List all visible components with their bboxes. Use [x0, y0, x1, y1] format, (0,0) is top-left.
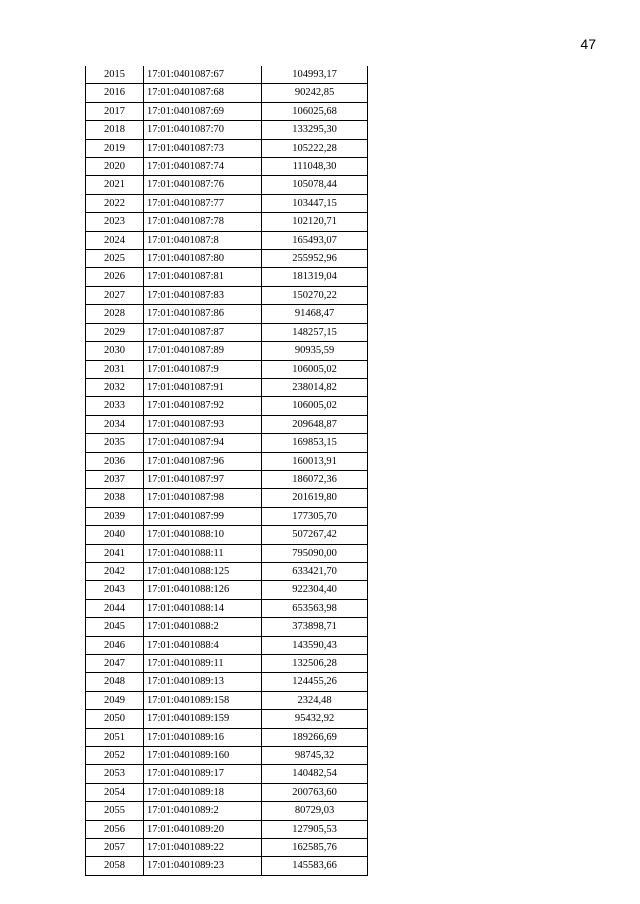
cadastral-number-cell: 17:01:0401087:98 — [144, 489, 262, 507]
cadastral-value-table — [85, 66, 368, 876]
cadastral-value-cell: 98745,32 — [262, 747, 368, 765]
cadastral-value-cell: 795090,00 — [262, 544, 368, 562]
cadastral-number-cell: 17:01:0401088:2 — [144, 618, 262, 636]
cadastral-number-cell: 17:01:0401089:11 — [144, 655, 262, 673]
table-row — [86, 434, 368, 452]
cadastral-value-cell: 90242,85 — [262, 84, 368, 102]
row-number-cell: 2053 — [86, 765, 144, 783]
cadastral-number-cell: 17:01:0401087:76 — [144, 176, 262, 194]
cadastral-number-cell: 17:01:0401088:125 — [144, 562, 262, 580]
cadastral-number-cell: 17:01:0401088:4 — [144, 636, 262, 654]
row-number-cell: 2054 — [86, 783, 144, 801]
row-number-cell: 2043 — [86, 581, 144, 599]
cadastral-number-cell: 17:01:0401089:158 — [144, 691, 262, 709]
cadastral-number-cell: 17:01:0401089:22 — [144, 839, 262, 857]
cadastral-value-cell: 2324,48 — [262, 691, 368, 709]
cadastral-value-cell: 103447,15 — [262, 194, 368, 212]
cadastral-value-cell: 177305,70 — [262, 507, 368, 525]
row-number-cell: 2026 — [86, 268, 144, 286]
table-row — [86, 728, 368, 746]
table-row — [86, 342, 368, 360]
table-row — [86, 655, 368, 673]
cadastral-value-cell: 653563,98 — [262, 599, 368, 617]
row-number-cell: 2044 — [86, 599, 144, 617]
table-row — [86, 710, 368, 728]
cadastral-value-cell: 80729,03 — [262, 802, 368, 820]
cadastral-value-cell: 169853,15 — [262, 434, 368, 452]
cadastral-number-cell: 17:01:0401087:73 — [144, 139, 262, 157]
cadastral-value-cell: 201619,80 — [262, 489, 368, 507]
row-number-cell: 2017 — [86, 102, 144, 120]
table-row — [86, 673, 368, 691]
row-number-cell: 2025 — [86, 250, 144, 268]
cadastral-number-cell: 17:01:0401089:20 — [144, 820, 262, 838]
row-number-cell: 2057 — [86, 839, 144, 857]
cadastral-number-cell: 17:01:0401088:14 — [144, 599, 262, 617]
table-row — [86, 765, 368, 783]
row-number-cell: 2018 — [86, 121, 144, 139]
row-number-cell: 2041 — [86, 544, 144, 562]
cadastral-value-cell: 105222,28 — [262, 139, 368, 157]
cadastral-value-cell: 200763,60 — [262, 783, 368, 801]
row-number-cell: 2058 — [86, 857, 144, 875]
cadastral-value-cell: 150270,22 — [262, 286, 368, 304]
cadastral-value-cell: 633421,70 — [262, 562, 368, 580]
table-row — [86, 599, 368, 617]
table-row — [86, 489, 368, 507]
cadastral-number-cell: 17:01:0401087:87 — [144, 323, 262, 341]
table-row — [86, 231, 368, 249]
table-row — [86, 378, 368, 396]
cadastral-value-cell: 91468,47 — [262, 305, 368, 323]
row-number-cell: 2055 — [86, 802, 144, 820]
row-number-cell: 2038 — [86, 489, 144, 507]
table-row — [86, 581, 368, 599]
table-row — [86, 176, 368, 194]
cadastral-number-cell: 17:01:0401087:8 — [144, 231, 262, 249]
table-row — [86, 415, 368, 433]
cadastral-number-cell: 17:01:0401088:10 — [144, 526, 262, 544]
table-row — [86, 158, 368, 176]
cadastral-value-cell: 106005,02 — [262, 360, 368, 378]
table-row — [86, 857, 368, 875]
cadastral-value-cell: 148257,15 — [262, 323, 368, 341]
cadastral-number-cell: 17:01:0401087:68 — [144, 84, 262, 102]
cadastral-value-cell: 140482,54 — [262, 765, 368, 783]
table-row — [86, 470, 368, 488]
table-row — [86, 802, 368, 820]
row-number-cell: 2021 — [86, 176, 144, 194]
row-number-cell: 2016 — [86, 84, 144, 102]
cadastral-number-cell: 17:01:0401087:74 — [144, 158, 262, 176]
cadastral-number-cell: 17:01:0401088:11 — [144, 544, 262, 562]
table-row — [86, 507, 368, 525]
cadastral-value-cell: 186072,36 — [262, 470, 368, 488]
row-number-cell: 2028 — [86, 305, 144, 323]
row-number-cell: 2036 — [86, 452, 144, 470]
cadastral-value-cell: 507267,42 — [262, 526, 368, 544]
row-number-cell: 2047 — [86, 655, 144, 673]
cadastral-value-cell: 124455,26 — [262, 673, 368, 691]
table-row — [86, 194, 368, 212]
cadastral-number-cell: 17:01:0401087:9 — [144, 360, 262, 378]
cadastral-number-cell: 17:01:0401087:92 — [144, 397, 262, 415]
row-number-cell: 2051 — [86, 728, 144, 746]
cadastral-value-cell: 255952,96 — [262, 250, 368, 268]
cadastral-number-cell: 17:01:0401089:18 — [144, 783, 262, 801]
table-row — [86, 66, 368, 84]
row-number-cell: 2046 — [86, 636, 144, 654]
cadastral-number-cell: 17:01:0401087:86 — [144, 305, 262, 323]
table-row — [86, 323, 368, 341]
row-number-cell: 2033 — [86, 397, 144, 415]
cadastral-value-cell: 105078,44 — [262, 176, 368, 194]
cadastral-number-cell: 17:01:0401087:96 — [144, 452, 262, 470]
cadastral-number-cell: 17:01:0401087:81 — [144, 268, 262, 286]
cadastral-value-cell: 95432,92 — [262, 710, 368, 728]
cadastral-value-cell: 165493,07 — [262, 231, 368, 249]
cadastral-value-cell: 90935,59 — [262, 342, 368, 360]
cadastral-number-cell: 17:01:0401087:69 — [144, 102, 262, 120]
cadastral-number-cell: 17:01:0401087:94 — [144, 434, 262, 452]
cadastral-value-cell: 106005,02 — [262, 397, 368, 415]
table-row — [86, 691, 368, 709]
row-number-cell: 2052 — [86, 747, 144, 765]
cadastral-number-cell: 17:01:0401087:67 — [144, 66, 262, 84]
row-number-cell: 2022 — [86, 194, 144, 212]
row-number-cell: 2015 — [86, 66, 144, 84]
row-number-cell: 2042 — [86, 562, 144, 580]
page-number: 47 — [580, 36, 596, 52]
cadastral-value-cell: 238014,82 — [262, 378, 368, 396]
cadastral-number-cell: 17:01:0401088:126 — [144, 581, 262, 599]
cadastral-number-cell: 17:01:0401087:91 — [144, 378, 262, 396]
row-number-cell: 2030 — [86, 342, 144, 360]
table-row — [86, 84, 368, 102]
table-row — [86, 618, 368, 636]
cadastral-number-cell: 17:01:0401089:17 — [144, 765, 262, 783]
cadastral-value-cell: 922304,40 — [262, 581, 368, 599]
cadastral-value-cell: 133295,30 — [262, 121, 368, 139]
cadastral-value-cell: 181319,04 — [262, 268, 368, 286]
row-number-cell: 2034 — [86, 415, 144, 433]
row-number-cell: 2045 — [86, 618, 144, 636]
cadastral-value-cell: 102120,71 — [262, 213, 368, 231]
row-number-cell: 2031 — [86, 360, 144, 378]
cadastral-number-cell: 17:01:0401089:16 — [144, 728, 262, 746]
table-row — [86, 139, 368, 157]
cadastral-number-cell: 17:01:0401089:160 — [144, 747, 262, 765]
row-number-cell: 2032 — [86, 378, 144, 396]
cadastral-value-cell: 111048,30 — [262, 158, 368, 176]
cadastral-number-cell: 17:01:0401087:83 — [144, 286, 262, 304]
cadastral-value-cell: 104993,17 — [262, 66, 368, 84]
cadastral-value-cell: 143590,43 — [262, 636, 368, 654]
row-number-cell: 2024 — [86, 231, 144, 249]
table-row — [86, 250, 368, 268]
table-row — [86, 839, 368, 857]
cadastral-value-cell: 162585,76 — [262, 839, 368, 857]
row-number-cell: 2035 — [86, 434, 144, 452]
cadastral-value-cell: 160013,91 — [262, 452, 368, 470]
table-row — [86, 121, 368, 139]
cadastral-value-cell: 209648,87 — [262, 415, 368, 433]
cadastral-value-cell: 106025,68 — [262, 102, 368, 120]
row-number-cell: 2040 — [86, 526, 144, 544]
table-row — [86, 452, 368, 470]
row-number-cell: 2020 — [86, 158, 144, 176]
table-row — [86, 820, 368, 838]
cadastral-number-cell: 17:01:0401087:80 — [144, 250, 262, 268]
row-number-cell: 2019 — [86, 139, 144, 157]
cadastral-number-cell: 17:01:0401087:97 — [144, 470, 262, 488]
table-row — [86, 286, 368, 304]
table-row — [86, 544, 368, 562]
table-row — [86, 213, 368, 231]
row-number-cell: 2037 — [86, 470, 144, 488]
cadastral-number-cell: 17:01:0401087:89 — [144, 342, 262, 360]
row-number-cell: 2050 — [86, 710, 144, 728]
table-row — [86, 360, 368, 378]
row-number-cell: 2023 — [86, 213, 144, 231]
cadastral-number-cell: 17:01:0401087:70 — [144, 121, 262, 139]
cadastral-value-cell: 189266,69 — [262, 728, 368, 746]
table-row — [86, 526, 368, 544]
cadastral-number-cell: 17:01:0401087:99 — [144, 507, 262, 525]
table-row — [86, 636, 368, 654]
cadastral-number-cell: 17:01:0401089:2 — [144, 802, 262, 820]
cadastral-number-cell: 17:01:0401087:77 — [144, 194, 262, 212]
cadastral-number-cell: 17:01:0401087:93 — [144, 415, 262, 433]
cadastral-number-cell: 17:01:0401087:78 — [144, 213, 262, 231]
row-number-cell: 2048 — [86, 673, 144, 691]
row-number-cell: 2049 — [86, 691, 144, 709]
row-number-cell: 2056 — [86, 820, 144, 838]
table-row — [86, 102, 368, 120]
cadastral-value-cell: 373898,71 — [262, 618, 368, 636]
table-row — [86, 305, 368, 323]
cadastral-value-cell: 132506,28 — [262, 655, 368, 673]
table-row — [86, 268, 368, 286]
cadastral-number-cell: 17:01:0401089:159 — [144, 710, 262, 728]
row-number-cell: 2039 — [86, 507, 144, 525]
table-row — [86, 562, 368, 580]
cadastral-number-cell: 17:01:0401089:23 — [144, 857, 262, 875]
cadastral-value-cell: 127905,53 — [262, 820, 368, 838]
table-row — [86, 783, 368, 801]
row-number-cell: 2029 — [86, 323, 144, 341]
table-row — [86, 397, 368, 415]
table-body — [86, 66, 368, 875]
row-number-cell: 2027 — [86, 286, 144, 304]
cadastral-number-cell: 17:01:0401089:13 — [144, 673, 262, 691]
table-row — [86, 747, 368, 765]
cadastral-value-cell: 145583,66 — [262, 857, 368, 875]
